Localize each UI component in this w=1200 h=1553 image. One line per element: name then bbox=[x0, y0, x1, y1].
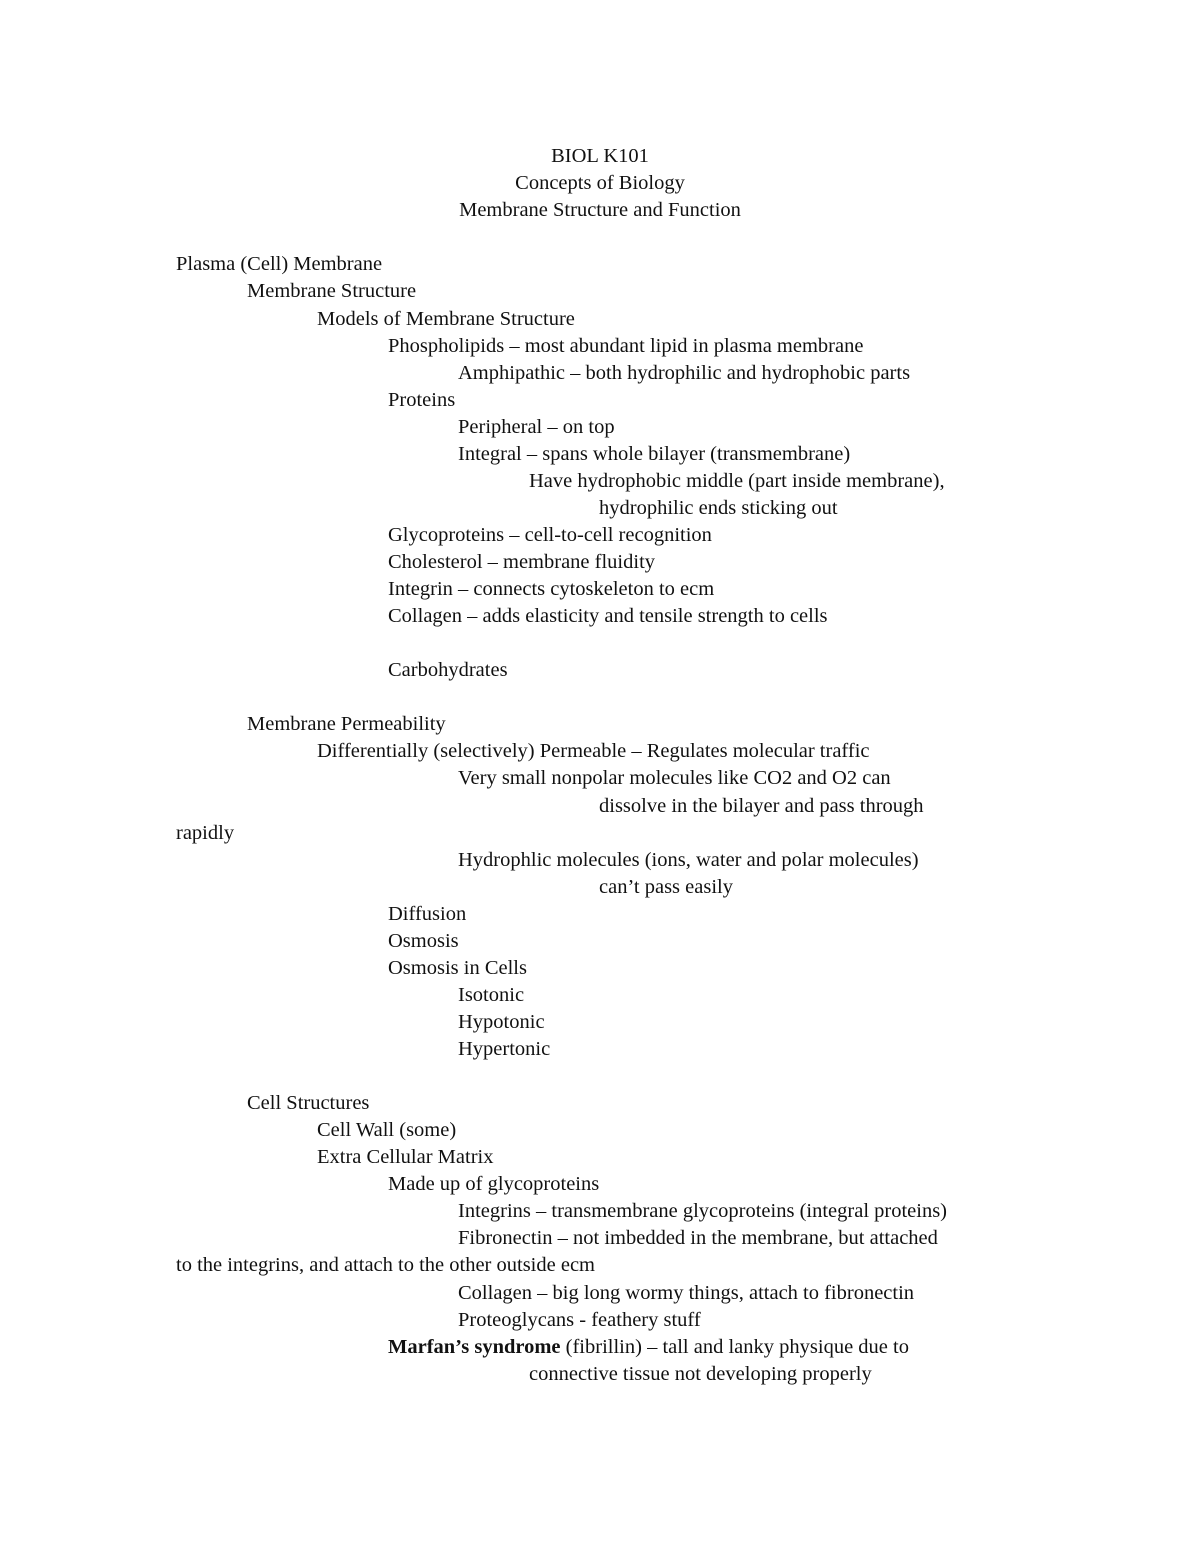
outline-marfan-continued: connective tissue not developing properly bbox=[529, 1363, 872, 1385]
outline-glycoproteins: Glycoproteins – cell-to-cell recognition bbox=[388, 524, 712, 546]
outline-plasma-membrane: Plasma (Cell) Membrane bbox=[176, 253, 383, 275]
outline-cell-structures: Cell Structures bbox=[247, 1092, 370, 1114]
outline-models: Models of Membrane Structure bbox=[317, 308, 575, 330]
outline-isotonic: Isotonic bbox=[458, 984, 525, 1006]
outline-peripheral: Peripheral – on top bbox=[458, 416, 615, 438]
outline-diffusion: Diffusion bbox=[388, 903, 467, 925]
outline-hydrophobic-middle: Have hydrophobic middle (part inside membrane), bbox=[529, 470, 945, 492]
outline-ecm-collagen: Collagen – big long wormy things, attach to fibronectin bbox=[458, 1282, 915, 1304]
outline-osmosis-in-cells: Osmosis in Cells bbox=[388, 957, 527, 979]
outline-hydrophilic-ends: hydrophilic ends sticking out bbox=[599, 497, 838, 519]
outline-collagen: Collagen – adds elasticity and tensile strength to cells bbox=[388, 605, 828, 627]
marfan-description: (fibrillin) – tall and lanky physique due to bbox=[560, 1336, 909, 1358]
outline-fibronectin-continued: to the integrins, and attach to the other outside ecm bbox=[176, 1254, 595, 1276]
outline-integrins: Integrins – transmembrane glycoproteins (integral proteins) bbox=[458, 1200, 948, 1222]
course-subtitle: Concepts of Biology bbox=[515, 172, 685, 194]
outline-carbohydrates: Carbohydrates bbox=[388, 659, 508, 681]
outline-nonpolar-rapidly: rapidly bbox=[176, 822, 235, 844]
outline-differentially-permeable: Differentially (selectively) Permeable – Regulates molecular traffic bbox=[317, 740, 870, 762]
outline-extra-cellular-matrix: Extra Cellular Matrix bbox=[317, 1146, 494, 1168]
outline-hypotonic: Hypotonic bbox=[458, 1011, 545, 1033]
outline-integral: Integral – spans whole bilayer (transmembrane) bbox=[458, 443, 851, 465]
outline-hydrophilic-molecules: Hydrophlic molecules (ions, water and polar molecules) bbox=[458, 849, 919, 871]
outline-proteoglycans: Proteoglycans - feathery stuff bbox=[458, 1309, 701, 1331]
marfan-term: Marfan’s syndrome bbox=[388, 1336, 561, 1358]
course-code: BIOL K101 bbox=[551, 145, 649, 167]
outline-marfan-line bbox=[388, 1334, 909, 1361]
outline-hypertonic: Hypertonic bbox=[458, 1038, 551, 1060]
outline-cant-pass: can’t pass easily bbox=[599, 876, 733, 898]
outline-integrin: Integrin – connects cytoskeleton to ecm bbox=[388, 578, 715, 600]
outline-cholesterol: Cholesterol – membrane fluidity bbox=[388, 551, 656, 573]
outline-membrane-structure: Membrane Structure bbox=[247, 280, 417, 302]
outline-cell-wall: Cell Wall (some) bbox=[317, 1119, 457, 1141]
lecture-topic: Membrane Structure and Function bbox=[459, 199, 741, 221]
outline-nonpolar-dissolve: dissolve in the bilayer and pass through bbox=[599, 795, 924, 817]
outline-amphipathic: Amphipathic – both hydrophilic and hydrophobic parts bbox=[458, 362, 911, 384]
outline-made-up-glycoproteins: Made up of glycoproteins bbox=[388, 1173, 600, 1195]
outline-membrane-permeability: Membrane Permeability bbox=[247, 713, 446, 735]
outline-phospholipids: Phospholipids – most abundant lipid in plasma membrane bbox=[388, 335, 864, 357]
outline-proteins: Proteins bbox=[388, 389, 456, 411]
outline-fibronectin: Fibronectin – not imbedded in the membrane, but attached bbox=[458, 1227, 938, 1249]
outline-osmosis: Osmosis bbox=[388, 930, 459, 952]
outline-nonpolar-molecules: Very small nonpolar molecules like CO2 and O2 can bbox=[458, 767, 891, 789]
